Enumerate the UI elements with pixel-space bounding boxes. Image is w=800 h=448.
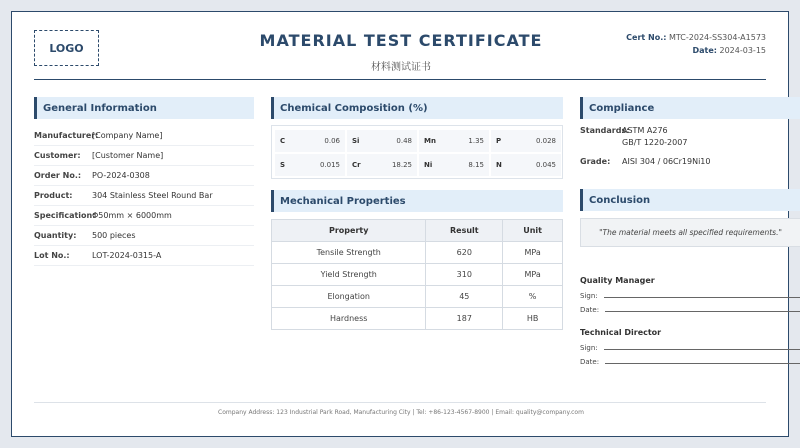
unit-cell: MPa bbox=[503, 264, 563, 286]
property-cell: Tensile Strength bbox=[272, 242, 426, 264]
column-header-result: Result bbox=[426, 220, 503, 242]
info-label: Specification: bbox=[34, 211, 96, 220]
info-row bbox=[34, 186, 254, 206]
unit-cell: MPa bbox=[503, 242, 563, 264]
info-value: Φ50mm × 6000mm bbox=[92, 211, 172, 220]
chem-cell bbox=[419, 130, 489, 152]
quality-manager-title: Quality Manager bbox=[580, 276, 655, 285]
info-row bbox=[34, 166, 254, 186]
date-label: Date: bbox=[580, 358, 600, 366]
element-percent: 0.48 bbox=[396, 137, 412, 145]
standard-gbt: GB/T 1220-2007 bbox=[622, 138, 688, 147]
element-symbol: Ni bbox=[424, 161, 433, 169]
mechanical-properties-table bbox=[271, 219, 563, 330]
property-cell: Yield Strength bbox=[272, 264, 426, 286]
element-symbol: S bbox=[280, 161, 286, 169]
mechanical-properties-heading: Mechanical Properties bbox=[271, 190, 563, 212]
technical-director-date-line bbox=[580, 358, 800, 366]
cert-number-value: MTC-2024-SS304-A1573 bbox=[668, 33, 766, 42]
unit-cell: HB bbox=[503, 308, 563, 330]
chemical-composition-grid bbox=[271, 125, 563, 179]
conclusion-statement: "The material meets all specified requirements." bbox=[580, 218, 800, 247]
result-cell: 45 bbox=[426, 286, 503, 308]
quality-manager-date-line bbox=[580, 306, 800, 314]
chem-cell bbox=[275, 130, 345, 152]
element-percent: 1.35 bbox=[468, 137, 484, 145]
chem-cell bbox=[419, 154, 489, 176]
cert-number-label: Cert No.: bbox=[626, 33, 667, 42]
table-row bbox=[272, 286, 563, 308]
element-percent: 0.06 bbox=[324, 137, 340, 145]
standards-value bbox=[622, 125, 687, 149]
info-value: 500 pieces bbox=[92, 231, 136, 240]
general-info-heading: General Information bbox=[34, 97, 254, 119]
chem-cell bbox=[491, 154, 561, 176]
info-label: Quantity: bbox=[34, 231, 77, 240]
document-subtitle: 材料测试证书 bbox=[371, 62, 431, 73]
document-title: MATERIAL TEST CERTIFICATE bbox=[259, 31, 543, 50]
cert-date-label: Date: bbox=[692, 46, 717, 55]
column-header-property: Property bbox=[272, 220, 426, 242]
grade-value: AISI 304 / 06Cr19Ni10 bbox=[622, 157, 711, 166]
info-label: Customer: bbox=[34, 151, 81, 160]
unit-cell: % bbox=[503, 286, 563, 308]
compliance-heading: Compliance bbox=[580, 97, 800, 119]
chem-cell bbox=[347, 154, 417, 176]
property-cell: Elongation bbox=[272, 286, 426, 308]
grade-label: Grade: bbox=[580, 157, 611, 166]
info-label: Product: bbox=[34, 191, 73, 200]
header-divider bbox=[34, 79, 766, 80]
conclusion-heading: Conclusion bbox=[580, 189, 800, 211]
technical-director-title: Technical Director bbox=[580, 328, 662, 337]
element-symbol: Mn bbox=[424, 137, 436, 145]
element-symbol: Cr bbox=[352, 161, 361, 169]
element-percent: 0.028 bbox=[535, 137, 556, 145]
element-symbol: N bbox=[496, 161, 502, 169]
chem-cell bbox=[491, 130, 561, 152]
result-cell: 310 bbox=[426, 264, 503, 286]
info-value: 304 Stainless Steel Round Bar bbox=[92, 191, 213, 200]
chem-cell bbox=[347, 130, 417, 152]
info-row bbox=[34, 146, 254, 166]
logo-placeholder: LOGO bbox=[34, 30, 99, 66]
signature-field bbox=[604, 349, 800, 350]
compliance-grade bbox=[580, 156, 710, 168]
date-label: Date: bbox=[580, 306, 600, 314]
chemical-composition-heading: Chemical Composition (%) bbox=[271, 97, 563, 119]
footer-divider bbox=[34, 402, 766, 403]
certificate-sheet bbox=[11, 11, 789, 437]
signature-field bbox=[604, 297, 800, 298]
element-symbol: C bbox=[280, 137, 286, 145]
property-cell: Hardness bbox=[272, 308, 426, 330]
table-header-row bbox=[272, 220, 563, 242]
info-label: Order No.: bbox=[34, 171, 82, 180]
info-value: PO-2024-0308 bbox=[92, 171, 150, 180]
info-row bbox=[34, 206, 254, 226]
table-row bbox=[272, 264, 563, 286]
element-percent: 0.015 bbox=[319, 161, 340, 169]
sign-label: Sign: bbox=[580, 344, 598, 352]
element-percent: 18.25 bbox=[391, 161, 412, 169]
chem-cell bbox=[275, 154, 345, 176]
info-value: [Company Name] bbox=[92, 131, 163, 140]
cert-date-value: 2024-03-15 bbox=[719, 46, 766, 55]
info-value: [Customer Name] bbox=[92, 151, 164, 160]
date-field bbox=[605, 311, 800, 312]
info-label: Lot No.: bbox=[34, 251, 70, 260]
technical-director-sign-line bbox=[580, 344, 800, 352]
standard-astm: ASTM A276 bbox=[622, 126, 668, 135]
cert-number-line bbox=[626, 31, 766, 44]
quality-manager-sign-line bbox=[580, 292, 800, 300]
info-row bbox=[34, 226, 254, 246]
date-field bbox=[605, 363, 800, 364]
cert-date-line bbox=[626, 44, 766, 57]
info-value: LOT-2024-0315-A bbox=[92, 251, 162, 260]
element-symbol: Si bbox=[352, 137, 360, 145]
footer-contact: Company Address: 123 Industrial Park Road, Manufacturing City | Tel: +86-123-4567-8900 | Email: quality@company.com bbox=[218, 409, 584, 416]
table-row bbox=[272, 242, 563, 264]
column-header-unit: Unit bbox=[503, 220, 563, 242]
result-cell: 620 bbox=[426, 242, 503, 264]
info-label: Manufacturer: bbox=[34, 131, 99, 140]
element-percent: 8.15 bbox=[468, 161, 484, 169]
sign-label: Sign: bbox=[580, 292, 598, 300]
certificate-meta bbox=[626, 31, 766, 57]
info-row bbox=[34, 246, 254, 266]
result-cell: 187 bbox=[426, 308, 503, 330]
info-row bbox=[34, 126, 254, 146]
compliance-standards bbox=[580, 125, 687, 149]
element-percent: 0.045 bbox=[535, 161, 556, 169]
standards-label: Standards: bbox=[580, 126, 630, 135]
element-symbol: P bbox=[496, 137, 502, 145]
table-row bbox=[272, 308, 563, 330]
